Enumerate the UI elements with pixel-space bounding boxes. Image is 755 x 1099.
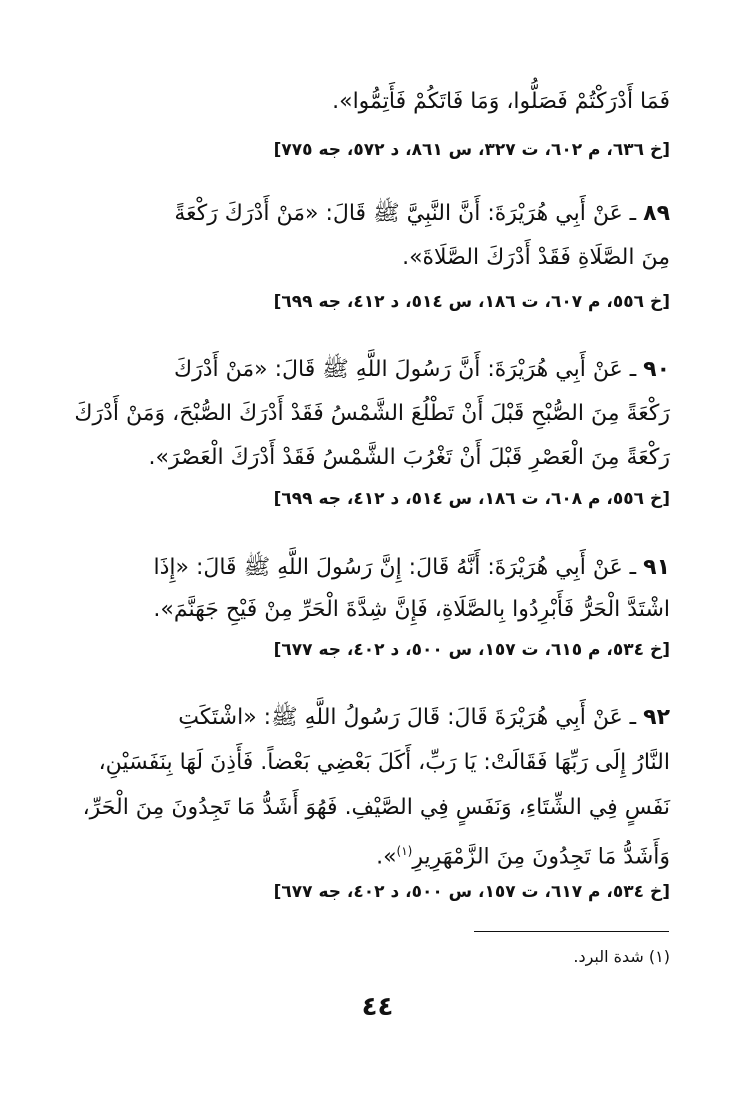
hadith-closing: ».	[376, 844, 397, 870]
hadith-92-line-2: النَّارُ إِلَى رَبِّهَا فَقَالَتْ: يَا رَبِّ، أَكَلَ بَعْضِي بَعْضاً. فَأَذِنَ لَهَا بِنَفَسَيْنِ،	[98, 750, 670, 775]
hadith-text: وَأَشَدُّ مَا تَجِدُونَ مِنَ الزَّمْهَرِيرِ	[412, 844, 670, 870]
hadith-90-line-3: رَكْعَةً مِنَ الْعَصْرِ قَبْلَ أَنْ تَغْرُبَ الشَّمْسُ فَقَدْ أَدْرَكَ الْعَصْرَ».	[148, 445, 670, 470]
hadith-number: ٩١	[643, 555, 670, 580]
hadith-number: ٩٠	[643, 357, 670, 382]
hadith-89-reference: [خ ٥٥٦، م ٦٠٧، ت ١٨٦، س ٥١٤، د ٤١٢، جه ٦٩٩]	[273, 292, 670, 312]
hadith-89-line-2: مِنَ الصَّلَاةِ فَقَدْ أَدْرَكَ الصَّلَاةَ».	[402, 245, 670, 270]
hadith-91-line-2: اشْتَدَّ الْحَرُّ فَأَبْرِدُوا بِالصَّلَاةِ، فَإِنَّ شِدَّةَ الْحَرِّ مِنْ فَيْحِ جَهَنَّمَ».	[153, 597, 670, 622]
hadith-number: ٨٩	[643, 201, 670, 226]
hadith-number: ٩٢	[643, 705, 670, 730]
hadith-92-reference: [خ ٥٣٤، م ٦١٧، ت ١٥٧، س ٥٠٠، د ٤٠٢، جه ٦٧٧]	[273, 882, 670, 902]
footnote: (١) شدة البرد.	[573, 947, 670, 966]
hadith-text: ـ عَنْ أَبِي هُرَيْرَةَ قَالَ: قَالَ رَسُولُ اللَّهِ ﷺ: «اشْتَكَتِ	[178, 705, 637, 730]
hadith-92-line-1	[178, 700, 670, 736]
footnote-marker: (١)	[396, 844, 413, 858]
hadith-92-line-4	[376, 833, 670, 875]
hadith-91-line-1	[153, 550, 670, 586]
hadith-text: ـ عَنْ أَبِي هُرَيْرَةَ: أَنَّ النَّبِيَّ ﷺ قَالَ: «مَنْ أَدْرَكَ رَكْعَةً	[174, 201, 637, 226]
hadith-90-line-1	[174, 352, 670, 388]
hadith-92-line-3: نَفَسٍ فِي الشِّتَاءِ، وَنَفَسٍ فِي الصَّيْفِ. فَهُوَ أَشَدُّ مَا تَجِدُونَ مِنَ الْحَرِّ،	[82, 795, 670, 820]
footnote-divider	[474, 931, 669, 932]
continuation-reference: [خ ٦٣٦، م ٦٠٢، ت ٣٢٧، س ٨٦١، د ٥٧٢، جه ٧٧٥]	[273, 140, 670, 160]
hadith-90-line-2: رَكْعَةً مِنَ الصُّبْحِ قَبْلَ أَنْ تَطْلُعَ الشَّمْسُ فَقَدْ أَدْرَكَ الصُّبْحَ، وَمَنْ أَدْرَكَ	[74, 401, 670, 426]
hadith-text: ـ عَنْ أَبِي هُرَيْرَةَ: أَنَّ رَسُولَ اللَّهِ ﷺ قَالَ: «مَنْ أَدْرَكَ	[173, 357, 637, 382]
hadith-91-reference: [خ ٥٣٤، م ٦١٥، ت ١٥٧، س ٥٠٠، د ٤٠٢، جه ٦٧٧]	[273, 640, 670, 660]
page-number: ٤٤	[361, 992, 394, 1022]
continuation-line: فَمَا أَدْرَكْتُمْ فَصَلُّوا، وَمَا فَاتَكُمْ فَأَتِمُّوا».	[332, 89, 670, 114]
hadith-89-line-1	[174, 196, 670, 232]
hadith-text: ـ عَنْ أَبِي هُرَيْرَةَ: أَنَّهُ قَالَ: إِنَّ رَسُولَ اللَّهِ ﷺ قَالَ: «إِذَا	[153, 555, 637, 580]
hadith-90-reference: [خ ٥٥٦، م ٦٠٨، ت ١٨٦، س ٥١٤، د ٤١٢، جه ٦٩٩]	[273, 489, 670, 509]
